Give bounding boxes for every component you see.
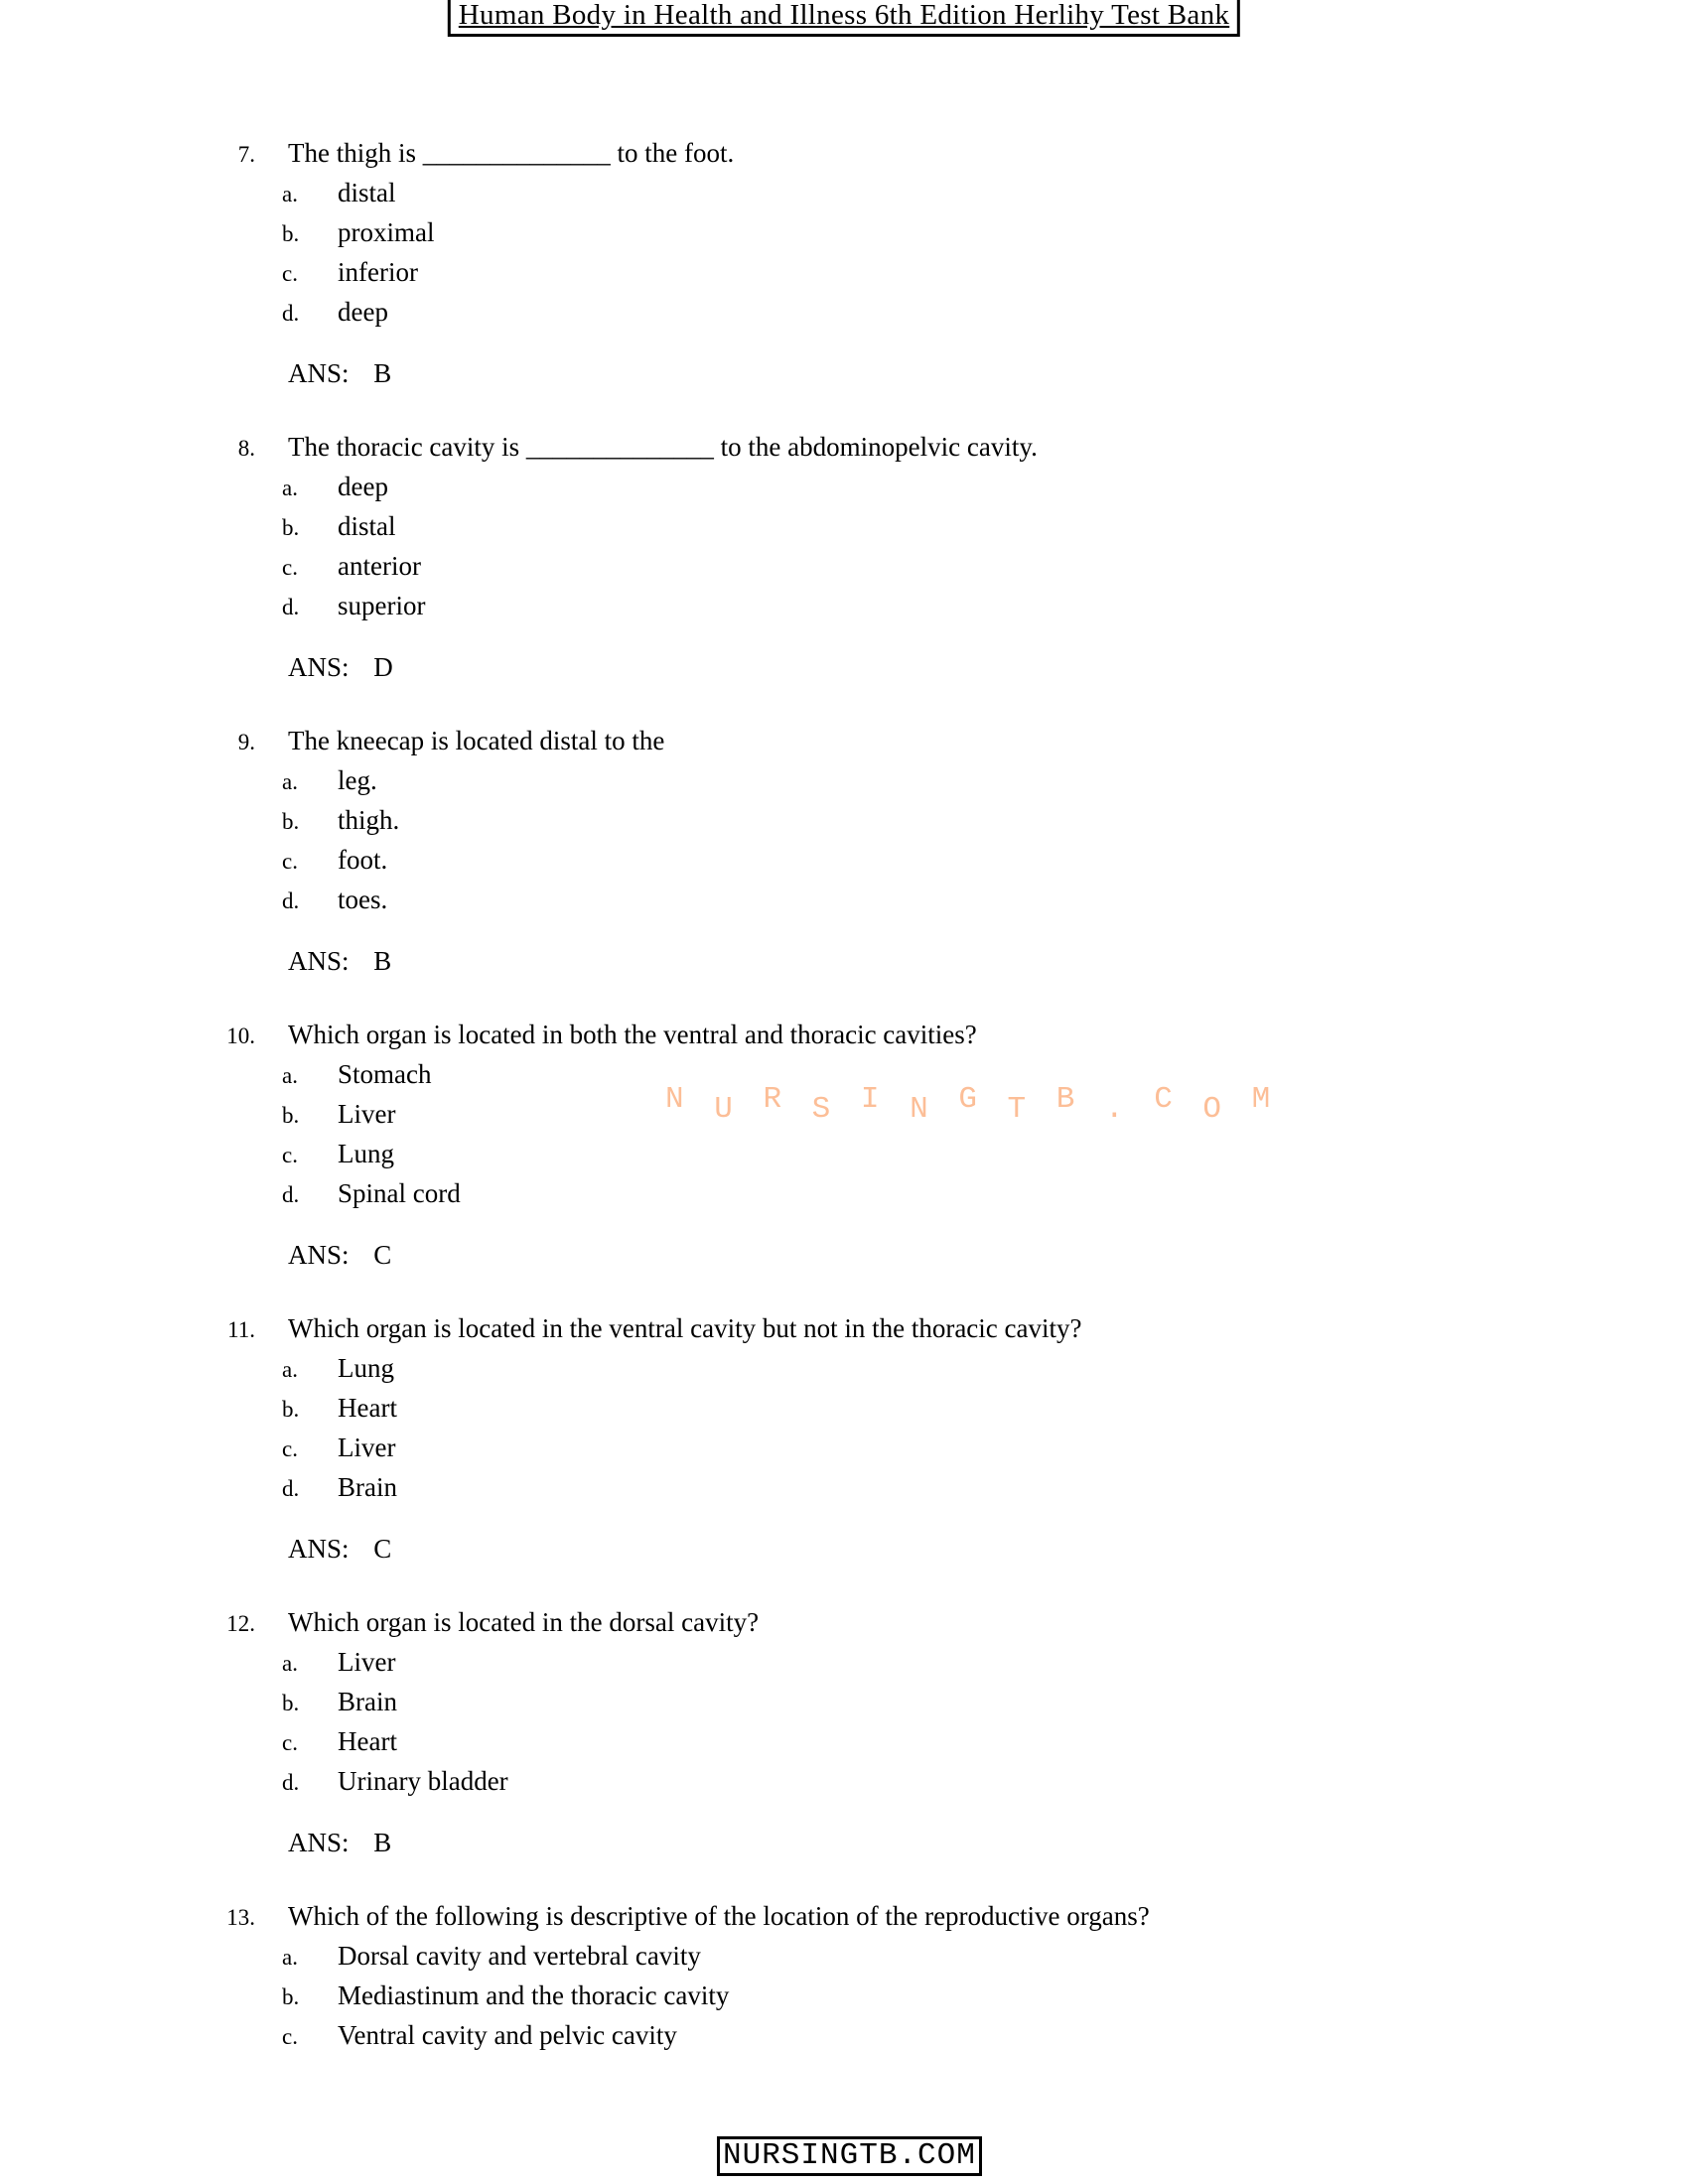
option-c (199, 841, 1609, 881)
question-text: The kneecap is located distal to the (288, 726, 665, 755)
option-text: thigh. (338, 805, 400, 835)
option-letter: c. (282, 1436, 298, 1461)
question-number: 13. (226, 1905, 255, 1930)
answer-letter: C (373, 1534, 392, 1564)
option-c (199, 2016, 1609, 2056)
option-d (199, 881, 1609, 920)
option-a (199, 761, 1609, 801)
answer-row (288, 942, 1609, 980)
option-c (199, 253, 1609, 293)
option-text: Dorsal cavity and vertebral cavity (338, 1941, 701, 1971)
option-text: toes. (338, 885, 388, 914)
answer-label: ANS: (288, 1828, 350, 1857)
option-c (199, 1722, 1609, 1762)
option-d (199, 1468, 1609, 1508)
option-text: superior (338, 591, 426, 620)
option-d (199, 293, 1609, 333)
question-11 (199, 1309, 1609, 1568)
option-text: Liver (338, 1099, 396, 1129)
option-text: distal (338, 511, 396, 541)
option-b (199, 213, 1609, 253)
watermark-letter: U (714, 1092, 739, 1127)
question-number: 12. (226, 1611, 255, 1636)
option-letter: c. (282, 555, 298, 580)
option-letter: d. (282, 1182, 300, 1207)
option-letter: a. (282, 769, 298, 794)
option-letter: b. (282, 1691, 300, 1715)
watermark-letter: B (1055, 1082, 1081, 1117)
option-text: inferior (338, 257, 418, 287)
option-a (199, 1643, 1609, 1683)
answer-label: ANS: (288, 946, 350, 976)
option-letter: b. (282, 1984, 300, 2009)
option-b (199, 1977, 1609, 2016)
option-text: deep (338, 472, 388, 501)
option-text: distal (338, 178, 396, 207)
option-text: deep (338, 297, 388, 327)
option-text: proximal (338, 217, 435, 247)
question-text: Which of the following is descriptive of the location of the reproductive organs? (288, 1901, 1150, 1931)
option-text: Liver (338, 1433, 396, 1462)
question-text: The thigh is ______________ to the foot. (288, 138, 735, 168)
option-letter: a. (282, 1357, 298, 1382)
option-letter: c. (282, 261, 298, 286)
watermark-letter: M (1251, 1082, 1277, 1117)
option-b (199, 1389, 1609, 1429)
watermark-letter: . (1104, 1092, 1130, 1127)
option-a (199, 174, 1609, 213)
option-letter: a. (282, 182, 298, 206)
question-10 (199, 1016, 1609, 1274)
option-letter: b. (282, 1397, 300, 1422)
option-b (199, 1683, 1609, 1722)
question-number: 11. (227, 1317, 255, 1342)
watermark (665, 1082, 1277, 1127)
option-text: anterior (338, 551, 421, 581)
answer-row (288, 1236, 1609, 1274)
answer-letter: C (373, 1240, 392, 1270)
question-text: Which organ is located in the ventral cavity but not in the thoracic cavity? (288, 1313, 1082, 1343)
option-letter: c. (282, 2024, 298, 2049)
option-letter: b. (282, 809, 300, 834)
option-letter: d. (282, 595, 300, 619)
answer-label: ANS: (288, 652, 350, 682)
option-d (199, 587, 1609, 626)
question-text: Which organ is located in both the ventral and thoracic cavities? (288, 1020, 977, 1049)
question-number: 7. (237, 142, 255, 167)
answer-letter: D (373, 652, 393, 682)
watermark-letter: G (958, 1082, 983, 1117)
option-a (199, 1349, 1609, 1389)
footer-site-text: NURSINGTB.COM (723, 2138, 976, 2173)
watermark-letter: C (1154, 1082, 1179, 1117)
option-c (199, 1135, 1609, 1174)
watermark-letter: T (1007, 1092, 1033, 1127)
question-12 (199, 1603, 1609, 1861)
answer-label: ANS: (288, 358, 350, 388)
answer-row (288, 648, 1609, 686)
page-title: Human Body in Health and Illness 6th Edition Herlihy Test Bank (458, 0, 1230, 31)
answer-row (288, 354, 1609, 392)
option-text: Ventral cavity and pelvic cavity (338, 2020, 677, 2050)
option-letter: c. (282, 1143, 298, 1167)
option-letter: b. (282, 515, 300, 540)
question-number: 10. (226, 1024, 255, 1048)
option-letter: a. (282, 476, 298, 500)
option-text: Heart (338, 1726, 397, 1756)
option-d (199, 1174, 1609, 1214)
option-a (199, 1937, 1609, 1977)
option-letter: d. (282, 888, 300, 913)
answer-letter: B (373, 358, 392, 388)
option-text: Mediastinum and the thoracic cavity (338, 1980, 730, 2010)
question-8 (199, 428, 1609, 686)
watermark-letter: N (910, 1092, 934, 1127)
question-9 (199, 722, 1609, 980)
option-text: Heart (338, 1393, 397, 1423)
option-b (199, 801, 1609, 841)
option-text: Stomach (338, 1059, 432, 1089)
option-text: foot. (338, 845, 388, 875)
question-number: 9. (237, 730, 255, 754)
watermark-letter: R (763, 1082, 788, 1117)
question-number: 8. (237, 436, 255, 461)
option-text: Lung (338, 1353, 394, 1383)
answer-label: ANS: (288, 1534, 350, 1564)
option-text: leg. (338, 765, 377, 795)
option-letter: b. (282, 221, 300, 246)
question-text: The thoracic cavity is ______________ to the abdominopelvic cavity. (288, 432, 1038, 462)
option-c (199, 547, 1609, 587)
option-text: Urinary bladder (338, 1766, 508, 1796)
option-letter: c. (282, 849, 298, 874)
answer-letter: B (373, 946, 392, 976)
watermark-letter: S (811, 1092, 837, 1127)
option-text: Brain (338, 1687, 397, 1716)
option-text: Spinal cord (338, 1178, 461, 1208)
option-letter: a. (282, 1063, 298, 1088)
option-text: Lung (338, 1139, 394, 1168)
option-letter: d. (282, 1476, 300, 1501)
option-text: Liver (338, 1647, 396, 1677)
answer-row (288, 1530, 1609, 1568)
footer-box (717, 2136, 982, 2176)
answer-letter: B (373, 1828, 392, 1857)
watermark-letter: N (665, 1082, 690, 1117)
answer-row (288, 1824, 1609, 1861)
header-box (448, 0, 1240, 37)
watermark-letter: I (860, 1082, 886, 1117)
option-letter: d. (282, 301, 300, 326)
option-letter: b. (282, 1103, 300, 1128)
question-13 (199, 1897, 1609, 2056)
option-letter: d. (282, 1770, 300, 1795)
option-text: Brain (338, 1472, 397, 1502)
option-letter: a. (282, 1651, 298, 1676)
answer-label: ANS: (288, 1240, 350, 1270)
question-7 (199, 134, 1609, 392)
question-text: Which organ is located in the dorsal cavity? (288, 1607, 760, 1637)
option-b (199, 507, 1609, 547)
option-c (199, 1429, 1609, 1468)
option-letter: c. (282, 1730, 298, 1755)
option-a (199, 468, 1609, 507)
watermark-letter: O (1202, 1092, 1228, 1127)
option-letter: a. (282, 1945, 298, 1970)
option-d (199, 1762, 1609, 1802)
